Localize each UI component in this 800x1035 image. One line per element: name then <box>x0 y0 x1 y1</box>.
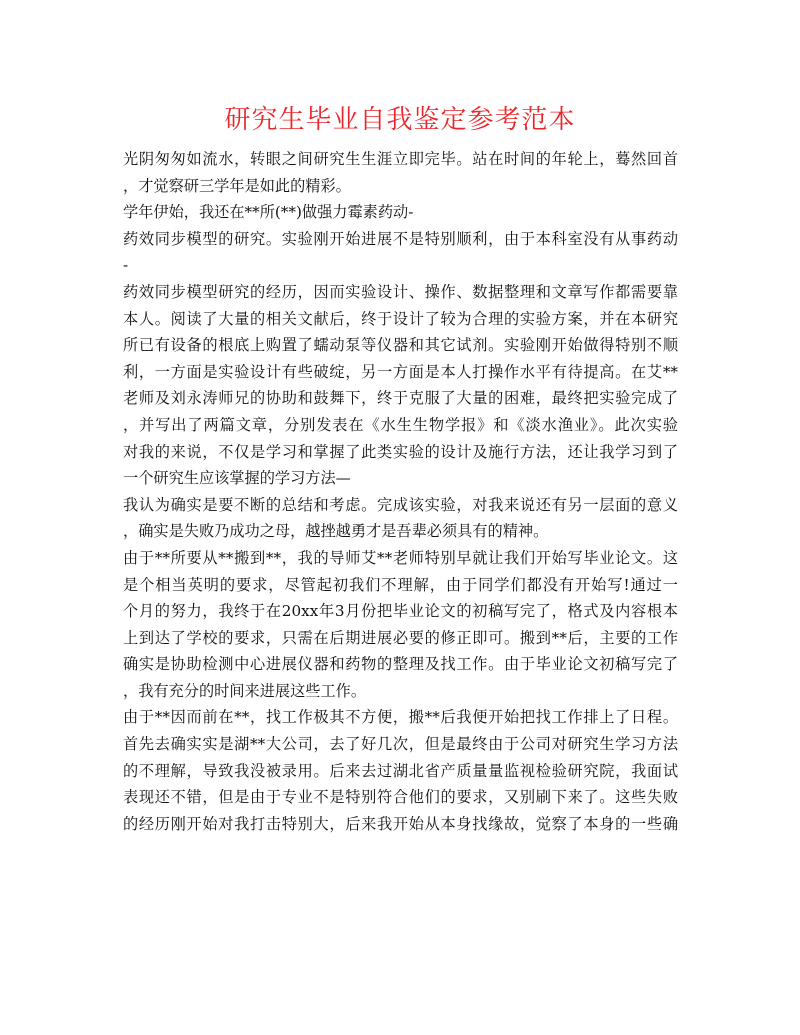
body-line: 确实是协助检测中心进展仪器和药物的整理及找工作。由于毕业论文初稿写完了 <box>123 655 678 674</box>
body-line: 的经历刚开始对我打击特别大，后来我开始从本身找缘故，觉察了本身的一些确 <box>123 814 678 833</box>
body-line: 所已有设备的根底上购置了蠕动泵等仪器和其它试剂。实验刚开始做得特别不顺 <box>123 336 678 355</box>
body-line: 一个研究生应该掌握的学习方法— <box>123 469 351 488</box>
body-line: 本人。阅读了大量的相关文献后，终于设计了较为合理的实验方案，并在本研究 <box>123 309 678 328</box>
body-line: ，我有充分的时间来进展这些工作。 <box>123 681 366 700</box>
body-line: 由于**所要从**搬到**，我的导师艾**老师特别早就让我们开始写毕业论文。这 <box>123 548 678 567</box>
document-body <box>123 146 678 837</box>
body-line: 个月的努力，我终于在20xx年3月份把毕业论文的初稿写完了，格式及内容根本 <box>123 602 678 621</box>
body-line: 表现还不错，但是由于专业不是特别符合他们的要求，又别刷下来了。这些失败 <box>123 788 678 807</box>
body-line: - <box>123 256 129 275</box>
body-line: 对我的来说，不仅是学习和掌握了此类实验的设计及施行方法，还让我学习到了 <box>123 442 678 461</box>
body-line: 光阴匆匆如流水，转眼之间研究生生涯立即完毕。站在时间的年轮上，蓦然回首 <box>123 150 678 168</box>
body-line: ，并写出了两篇文章，分别发表在《水生生物学报》和《淡水渔业》。此次实验 <box>123 415 678 434</box>
body-line: 上到达了学校的要求，只需在后期进展必要的修正即可。搬到**后，主要的工作 <box>123 628 678 647</box>
body-line: 药效同步模型的研究。实验刚开始进展不是特别顺利，由于本科室没有从事药动 <box>123 229 678 248</box>
body-line: 由于**因而前在**，找工作极其不方便，搬**后我便开始把找工作排上了日程。 <box>123 708 678 727</box>
body-line: 药效同步模型研究的经历，因而实验设计、操作、数据整理和文章写作都需要靠 <box>123 282 678 301</box>
body-line: 利，一方面是实验设计有些破绽，另一方面是本人打操作水平有待提高。在艾** <box>123 362 678 381</box>
body-line: 首先去确实实是湖**大公司，去了好几次，但是最终由于公司对研究生学习方法 <box>123 735 678 754</box>
body-line: 老师及刘永涛师兄的协助和鼓舞下，终于克服了大量的困难，最终把实验完成了 <box>123 389 678 408</box>
body-line: 是个相当英明的要求，尽管起初我们不理解，由于同学们都没有开始写!通过一 <box>123 575 678 594</box>
body-line: 的不理解，导致我没被录用。后来去过湖北省产质量量监视检验研究院，我面试 <box>123 761 678 780</box>
body-line: 我认为确实是要不断的总结和考虑。完成该实验，对我来说还有另一层面的意义 <box>123 495 678 514</box>
document-title: 研究生毕业自我鉴定参考范本 <box>224 105 576 135</box>
body-line: ，确实是失败乃成功之母，越挫越勇才是吾辈必须具有的精神。 <box>123 522 549 541</box>
body-line: 学年伊始，我还在**所(**)做强力霉素药动- <box>123 203 414 222</box>
body-line: ，才觉察研三学年是如此的精彩。 <box>123 176 351 195</box>
